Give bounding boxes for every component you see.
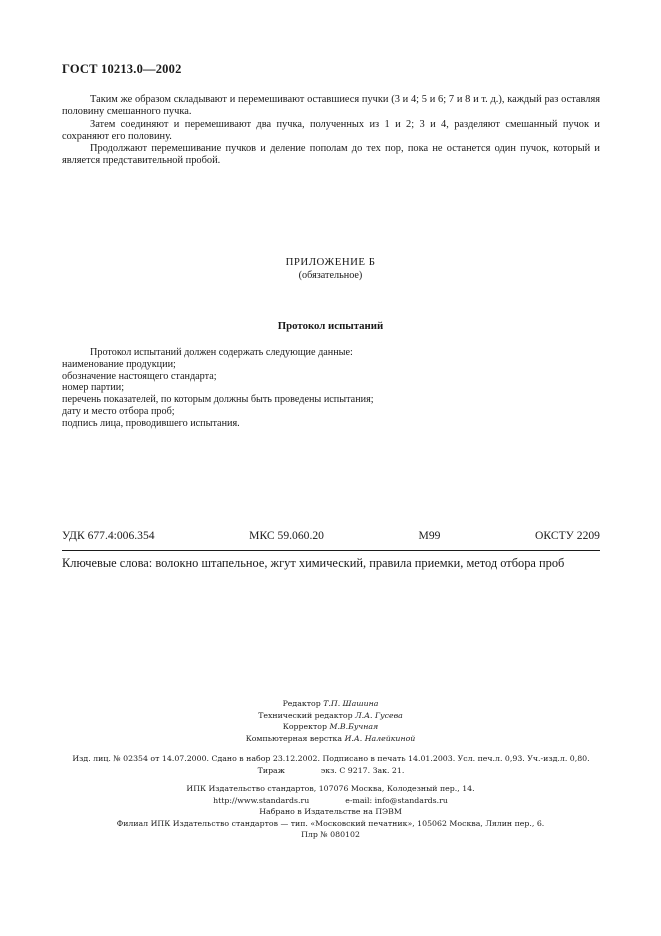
publisher-info: [0, 783, 661, 841]
credit-line: [0, 698, 661, 710]
print-info-line-1: Изд. лиц. № 02354 от 14.07.2000. Сдано в набор 23.12.2002. Подписано в печать 14.01.2003. Усл. печ.л. 0,93. Уч.-изд.л. 0,80.: [72, 754, 590, 763]
credit-role: Редактор: [282, 699, 321, 708]
publisher-website: http://www.standards.ru: [213, 795, 310, 805]
credit-line: [0, 710, 661, 722]
annex-title: ПРИЛОЖЕНИЕ Б: [285, 256, 376, 268]
list-item: номер партии;: [62, 382, 125, 394]
divider-line: [62, 550, 600, 551]
editorial-credits: [0, 698, 661, 744]
credit-role: Корректор: [282, 722, 327, 731]
credit-name: Т.П. Шашина: [323, 699, 379, 708]
tirazh-label: Тираж: [257, 765, 285, 775]
keywords-line: Ключевые слова: волокно штапельное, жгут химический, правила приемки, метод отбора проб: [62, 556, 565, 570]
print-info: [62, 753, 600, 776]
credit-line: [0, 733, 661, 745]
print-info-line-2: [62, 765, 600, 777]
credit-line: [0, 721, 661, 733]
mks-code: МКС 59.060.20: [249, 529, 324, 542]
credit-name: И.А. Налейкиной: [344, 733, 416, 743]
classification-codes: [62, 529, 600, 542]
protocol-intro: Протокол испытаний должен содержать следующие данные:: [90, 347, 353, 358]
license-number: Плр № 080102: [301, 830, 360, 839]
body-paragraph-1: [62, 94, 600, 118]
annex-subtitle: (обязательное): [298, 270, 363, 281]
protocol-title: Протокол испытаний: [277, 320, 384, 332]
paragraph-text: Продолжают перемешивание пучков и деление пополам до тех пор, пока не останется один пучок, который и является представительной пробой.: [62, 143, 600, 167]
print-order: экз. С 9217. Зак. 21.: [320, 765, 405, 775]
typeset-note: Набрано в Издательстве на ПЭВМ: [259, 807, 402, 816]
list-item: перечень показателей, по которым должны быть проведены испытания;: [62, 394, 374, 406]
publisher-contacts: [0, 795, 661, 807]
body-paragraph-2: [62, 119, 600, 143]
protocol-requirements-list: [62, 347, 374, 430]
credit-name: М.В.Бучная: [329, 722, 379, 731]
publisher-address: ИПК Издательство стандартов, 107076 Москва, Колодезный пер., 14.: [186, 784, 475, 793]
credit-role: Компьютерная верстка: [245, 733, 343, 743]
document-header: ГОСТ 10213.0—2002: [62, 62, 182, 76]
paragraph-text: Затем соединяют и перемешивают два пучка, полученных из 1 и 2; 3 и 4, разделяют смешанный пучок и сохраняют его половину.: [62, 119, 600, 143]
okstu-code: ОКСТУ 2209: [535, 529, 600, 542]
printing-house: Филиал ИПК Издательство стандартов — тип. «Московский печатник», 105062 Москва, Лялин пер., 6.: [116, 818, 545, 828]
publisher-email: e-mail: info@standards.ru: [345, 795, 448, 805]
list-item: наименование продукции;: [62, 358, 176, 370]
m-code: М99: [418, 529, 441, 542]
list-item: подпись лица, проводившего испытания.: [62, 417, 240, 429]
body-paragraph-3: [62, 143, 600, 167]
credit-role: Технический редактор: [258, 710, 353, 720]
list-item: обозначение настоящего стандарта;: [62, 370, 217, 382]
credit-name: Л.А. Гусева: [355, 710, 403, 720]
paragraph-text: Таким же образом складывают и перемешивают оставшиеся пучки (3 и 4; 5 и 6; 7 и 8 и т. д.), каждый раз оставляя половину смешанного пучка.: [62, 94, 600, 118]
list-item: дату и место отбора проб;: [62, 405, 175, 417]
udk-code: УДК 677.4:006.354: [62, 529, 155, 542]
